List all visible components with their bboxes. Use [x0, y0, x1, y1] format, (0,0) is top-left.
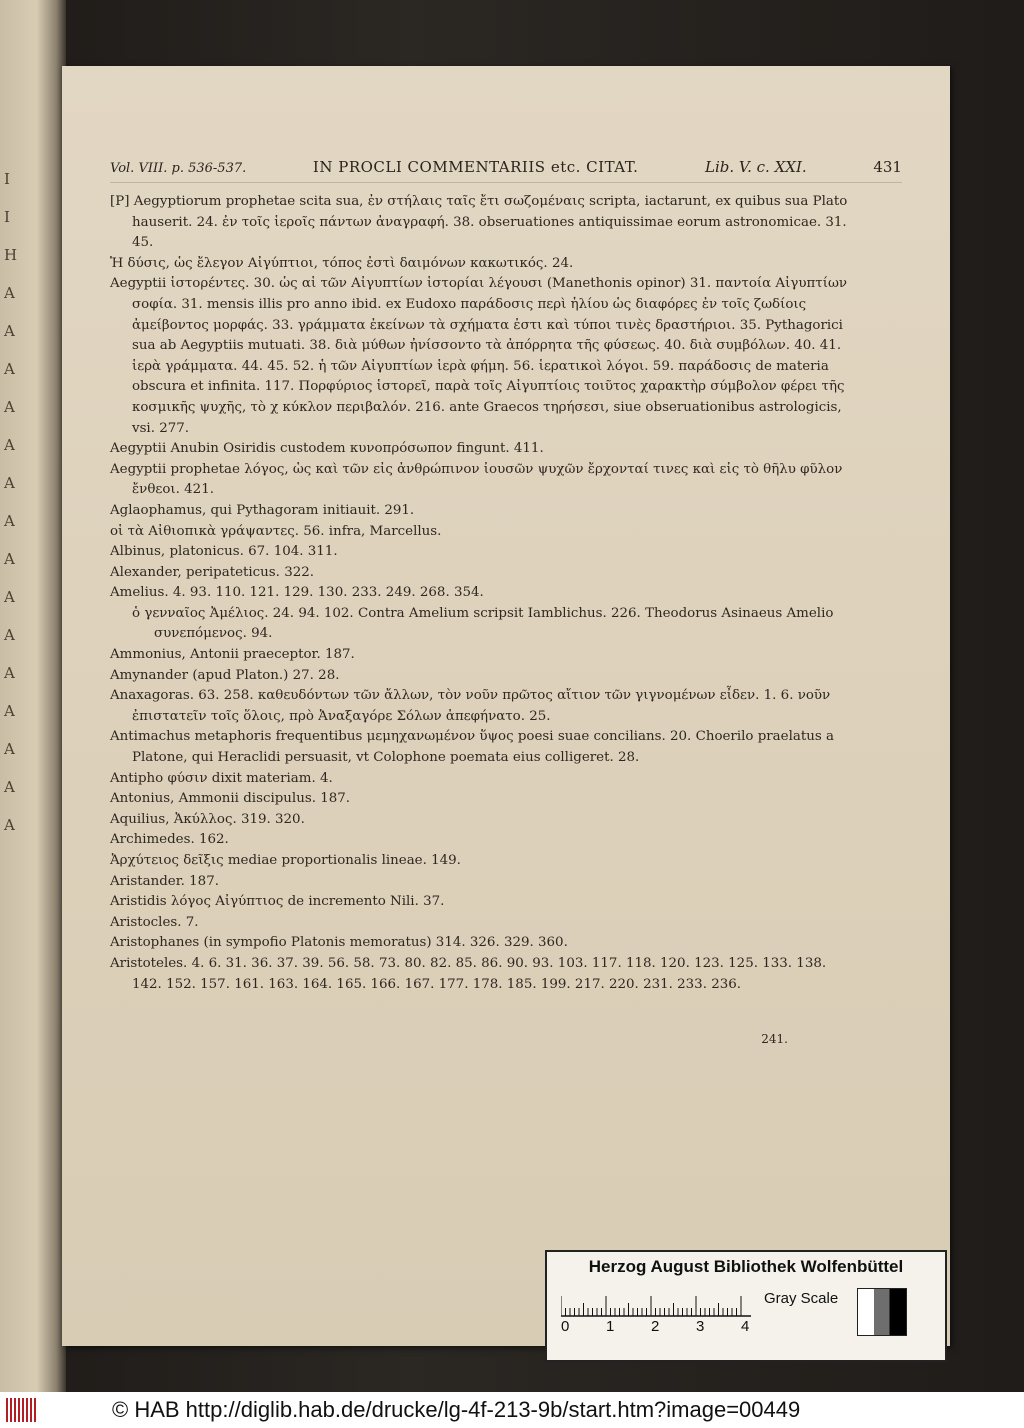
catchword: 241.: [761, 1032, 788, 1046]
gray-scale-label: Gray Scale: [764, 1290, 839, 1307]
ruler-numbers: [561, 1318, 761, 1340]
running-head-volume: Vol. VIII. p. 536-537.: [110, 161, 247, 176]
index-entry: Amynander (apud Platon.) 27. 28.: [110, 667, 340, 683]
margin-letter: A: [4, 702, 15, 720]
index-entry: Antimachus metaphoris frequentibus μεμηχανωμένον ὕψος poesi suae concilians. 20. Choerilo praelatus a Platone, qui Heraclidi persuasit, vt Colophone poemata eius colligeret. 28.: [110, 729, 834, 766]
margin-letter: A: [4, 740, 15, 758]
margin-letter: A: [4, 588, 15, 606]
ruler-number: 3: [696, 1318, 705, 1335]
index-entry: Aristoteles. 4. 6. 31. 36. 37. 39. 56. 58. 73. 80. 82. 85. 86. 90. 93. 103. 117. 118. 120. 123. 125. 133. 138. 142. 152. 157. 161. 163. 164. 165. 166. 167. 177. 178. 185. 199. 217. 220. 231. 233. 236.: [110, 955, 827, 992]
index-entry: Ἀρχύτειος δεῖξις mediae proportionalis lineae. 149.: [110, 853, 461, 868]
index-entry: Albinus, platonicus. 67. 104. 311.: [110, 544, 338, 560]
running-head: [110, 158, 902, 183]
library-color-card: [545, 1250, 947, 1362]
margin-letter: I: [4, 208, 10, 226]
margin-letter: A: [4, 664, 15, 682]
index-entry: Aristidis λόγος Αἰγύπτιος de incremento Nili. 37.: [110, 894, 445, 910]
margin-letter: A: [4, 360, 15, 378]
index-entry: Amelius. 4. 93. 110. 121. 129. 130. 233. 249. 268. 354.: [110, 585, 484, 601]
index-entry: Alexander, peripateticus. 322.: [110, 564, 315, 580]
margin-letter: A: [4, 284, 15, 302]
ruler-number: 0: [561, 1318, 570, 1335]
margin-letter: H: [4, 246, 18, 264]
index-entry: Aegyptii ἱστορέντες. 30. ὡς αἱ τῶν Αἰγυπτίων ἱστορίαι λέγουσι (Manethonis opinor) 31. παντοία Αἰγυπτίων σοφία. 31. mensis illis pro anno ibid. ex Eudoxo παράδοσις περὶ ἡλίου ὡς διαφόρες ἐν τοῖς ζωδίοις ἀμείβοντος μορφάς. 33. γράμματα ἐκείνων τὰ σχήματα ἐστι καὶ τύποι τινὲς δραστήριοι. 35. Pythagorici sua ab Aegyptiis mutuati. 38. διὰ μύθων ἠνίσσοντο τὰ ἀπόρρητα τῆς φύσεως. 40. διὰ συμβόλων. 40. 41. ἱερὰ γράμματα. 44. 45. 52. ἡ τῶν Αἰγυπτίων ἱερὰ φήμη. 56. ἱερατικοὶ λόγοι. 59. παράδοσις de materia obscura et infinita. 117. Πορφύριος ἱστορεῖ, παρὰ τοῖς Αἰγυπτίοις τοιῦτος χαρακτὴρ σύμβολον φέρει τῆς κοσμικῆς ψυχῆς, τὸ χ κύκλον περιβαλόν. 216. ante Graecos τηρήσεσι, siue obseruationibus astrologicis, vsi. 277.: [110, 276, 848, 436]
running-head-chapter: Lib. V. c. XXI.: [705, 158, 807, 176]
library-name: Herzog August Bibliothek Wolfenbüttel: [588, 1257, 904, 1276]
index-entry: Antonius, Ammonii discipulus. 187.: [110, 791, 351, 807]
margin-letter: A: [4, 816, 15, 834]
index-entries: [110, 192, 852, 995]
ruler-number: 4: [741, 1318, 750, 1335]
ruler-number: 2: [651, 1318, 660, 1335]
index-entry: Ammonius, Antonii praeceptor. 187.: [110, 647, 355, 663]
index-entry: [P] Aegyptiorum prophetae scita sua, ἐν στήλαις ταῖς ἔτι σωζομέναις scripta, iactarunt, ex quibus sua Plato hauserit. 24. ἐν τοῖς ἱεροῖς πάντων ἀναγραφή. 38. obseruationes antiquissimae eorum astronomicae. 31. 45.: [110, 194, 848, 251]
index-entry: Aristander. 187.: [110, 873, 219, 889]
index-entry: Aegyptii prophetae λόγος, ὡς καὶ τῶν εἰς ἀνθρώπινον ἰουσῶν ψυχῶν ἔρχονταί τινες καὶ εἰς τὸ θῆλυ φῦλον ἔνθεοι. 421.: [110, 461, 843, 498]
index-entry: Aegyptii Anubin Osiridis custodem κυνοπρόσωπον fingunt. 411.: [110, 441, 544, 457]
margin-letter: A: [4, 474, 15, 492]
index-entry: Aglaophamus, qui Pythagoram initiauit. 291.: [110, 502, 415, 518]
index-entry: οἱ τὰ Αἰθιοπικὰ γράψαντες. 56. infra, Marcellus.: [110, 523, 442, 539]
gray-scale-swatch: [857, 1288, 907, 1336]
footer-bar: [0, 1392, 1024, 1428]
index-entry: Aristophanes (in sympofio Platonis memoratus) 314. 326. 329. 360.: [110, 935, 568, 951]
running-head-title: IN PROCLI COMMENTARIIS etc. CITAT.: [312, 158, 639, 176]
copyright-url[interactable]: © HAB http://diglib.hab.de/drucke/lg-4f-213-9b/start.htm?image=00449: [112, 1397, 801, 1422]
index-subentry: ὁ γενναῖος Ἀμέλιος. 24. 94. 102. Contra Amelium scripsit Iamblichus. 226. Theodorus Asinaeus Amelio συνεπόμενος. 94.: [132, 605, 834, 642]
ruler-scale: [561, 1288, 751, 1322]
index-entry: Ἡ δύσις, ὡς ἔλεγον Αἰγύπτιοι, τόπος ἐστὶ δαιμόνων κακωτικός. 24.: [110, 255, 574, 271]
index-entry: Archimedes. 162.: [110, 832, 229, 848]
hab-logo-icon: [6, 1397, 42, 1423]
margin-letter: A: [4, 550, 15, 568]
margin-letter: A: [4, 398, 15, 416]
margin-letter: A: [4, 322, 15, 340]
document-page: [62, 66, 950, 1346]
index-entry: Aquilius, Ἀκύλλος. 319. 320.: [110, 811, 305, 827]
previous-page-margin-letters: [0, 0, 66, 1392]
index-entry: Anaxagoras. 63. 258. καθευδόντων τῶν ἄλλων, τὸν νοῦν πρῶτος αἴτιον τῶν γιγνομένων εἶδεν. 1. 6. νοῦν ἐπιστατεῖν τοῖς ὅλοις, πρὸ Ἀναξαγόρε Σόλων ἀπεφήνατο. 25.: [110, 688, 831, 724]
margin-letter: I: [4, 170, 10, 188]
margin-letter: A: [4, 436, 15, 454]
ruler-number: 1: [606, 1318, 615, 1335]
index-entry: Aristocles. 7.: [110, 914, 199, 930]
margin-letter: A: [4, 626, 15, 644]
index-entry: Antipho φύσιν dixit materiam. 4.: [110, 770, 333, 786]
page-number: 431: [873, 158, 902, 176]
margin-letter: A: [4, 778, 15, 796]
margin-letter: A: [4, 512, 15, 530]
